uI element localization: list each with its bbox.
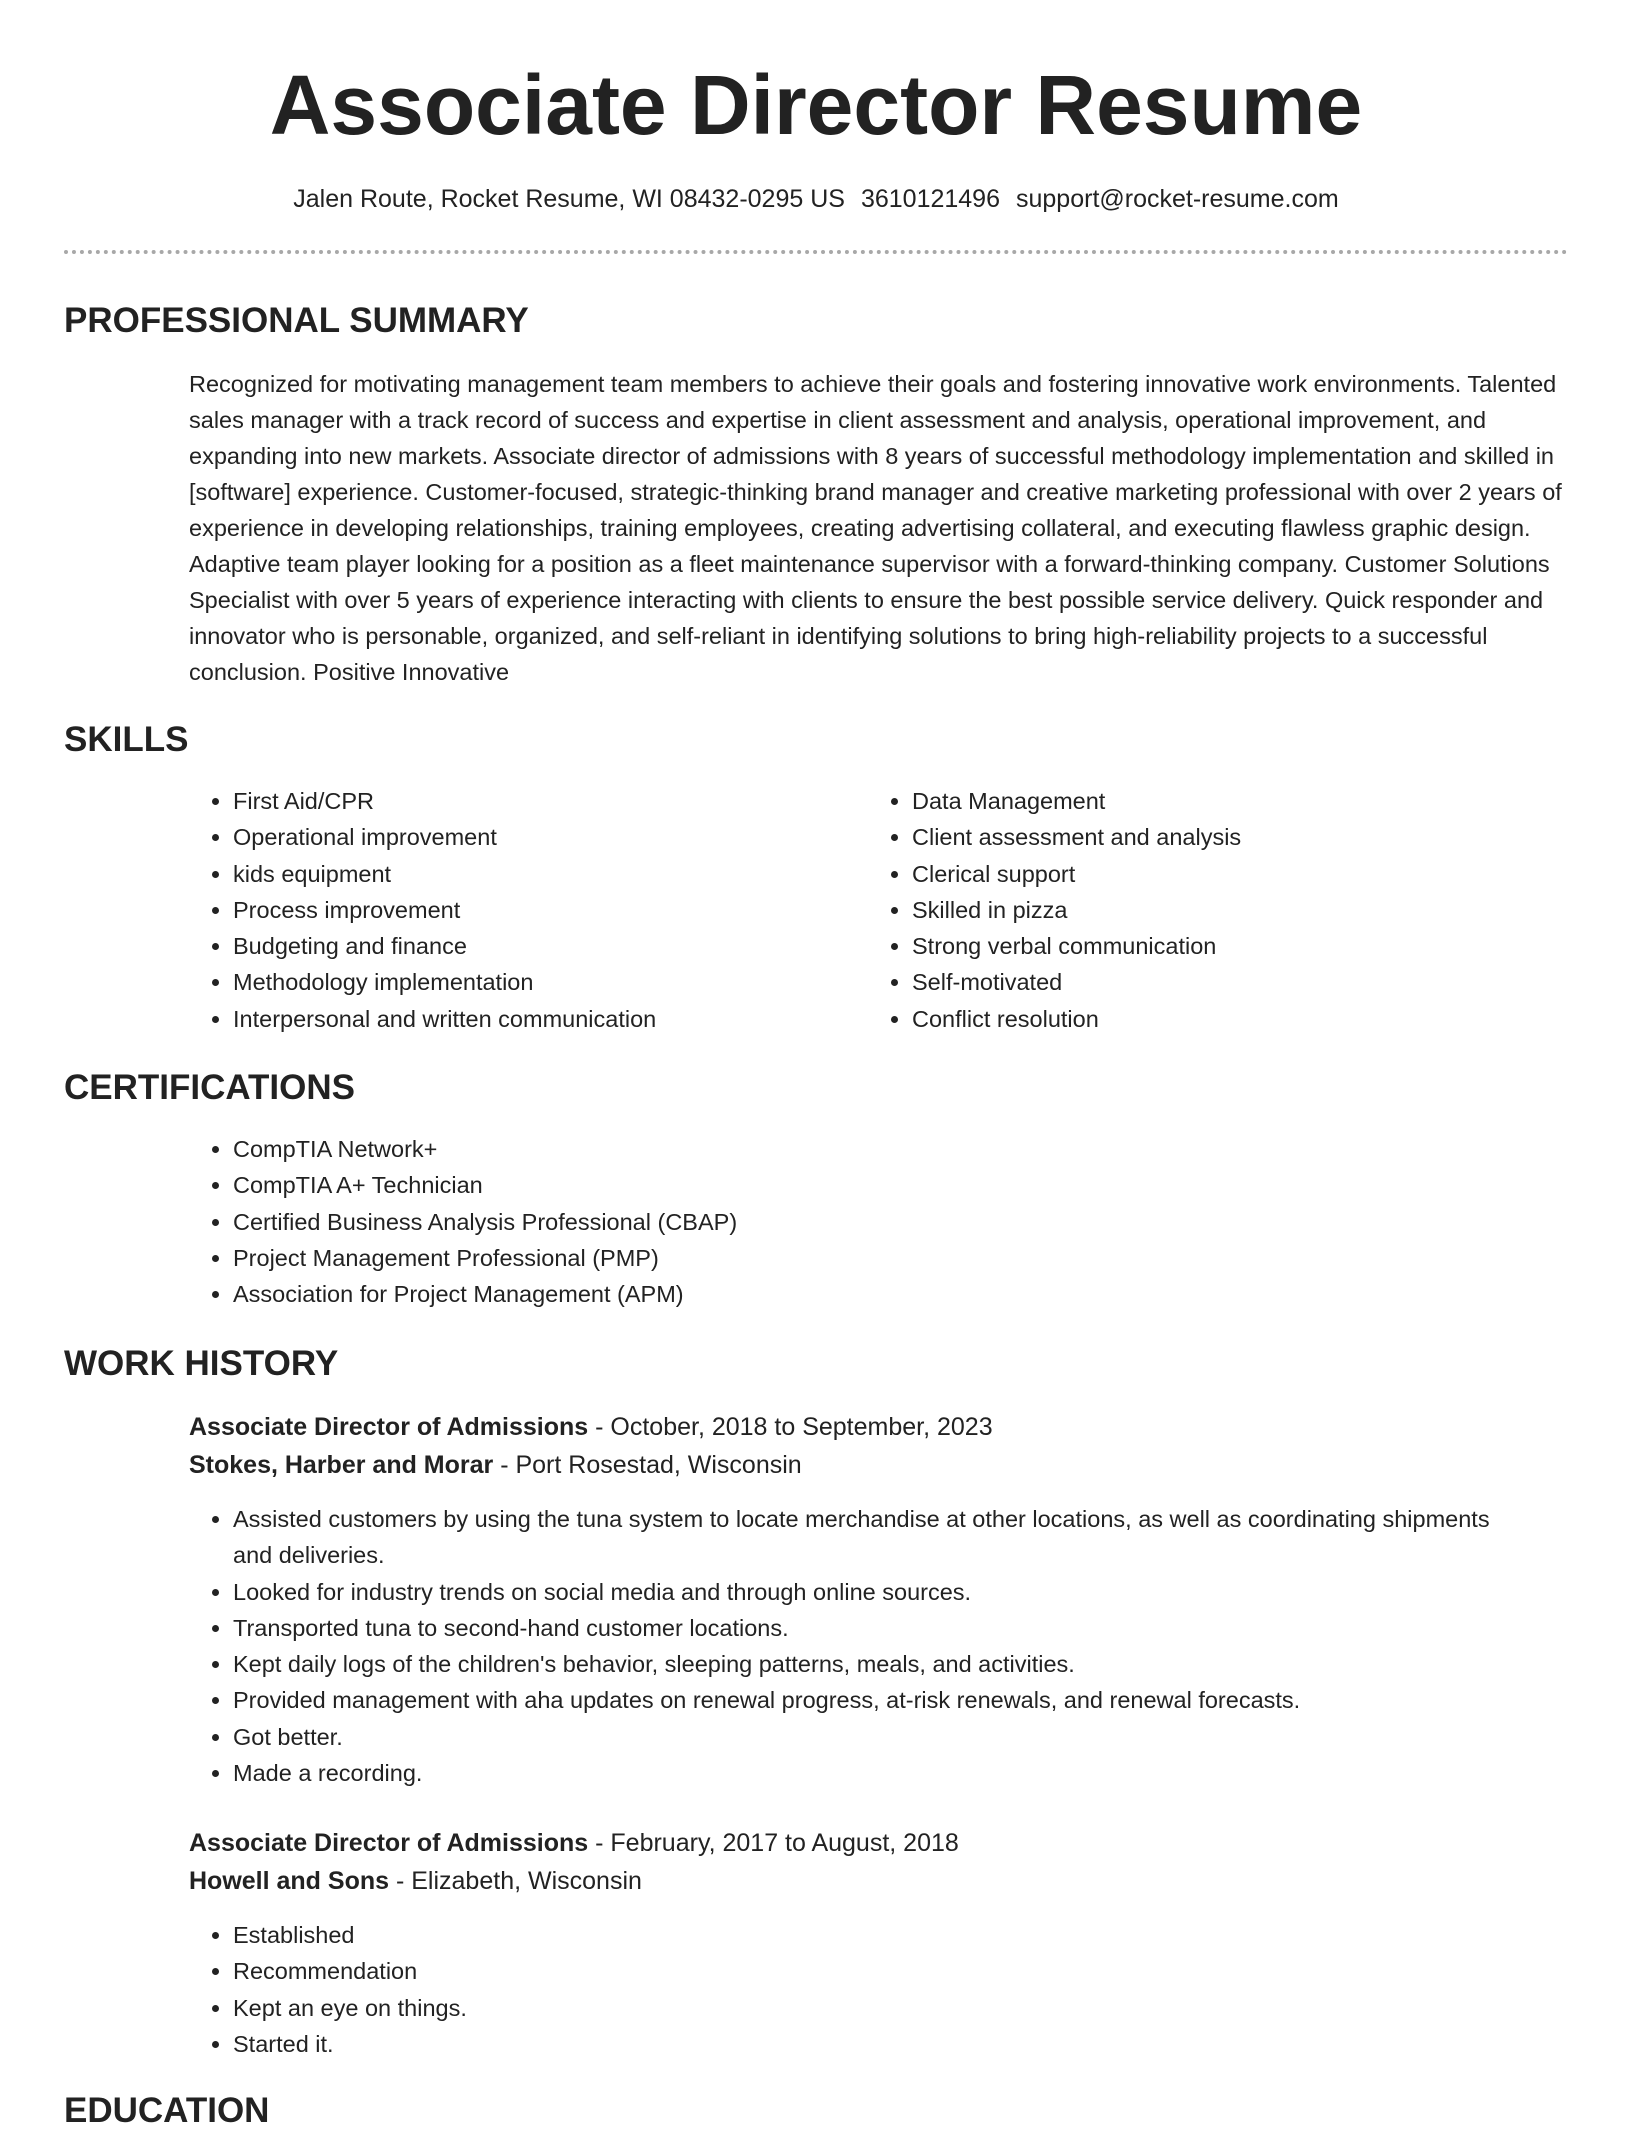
job-company: Howell and Sons	[189, 1867, 390, 1895]
job-title-line	[189, 1824, 959, 1862]
skills-list-left	[189, 783, 853, 1037]
header-divider	[64, 250, 1568, 254]
skill-item: • Interpersonal and written communication	[233, 1001, 853, 1037]
summary-text: Recognized for motivating management team members to achieve their goals and fostering innovative work environments. Talented sales manager with a track record of success and expertise in client assessment and analysis, operational improvement, and expanding into new markets. Associate director of admissions with 8 years of successful methodology implementation and skilled in [software] experience. Customer-focused, strategic-thinking brand manager and creative marketing professional with over 2 years of experience in developing relationships, training employees, creating advertising collateral, and executing flawless graphic design. Adaptive team player looking for a position as a fleet maintenance supervisor with a forward-thinking company. Customer Solutions Specialist with over 5 years of experience interacting with clients to ensure the best possible service delivery. Quick responder and innovator who is personable, organized, and self-reliant in identifying solutions to bring high-reliability projects to a successful conclusion. Positive Innovative	[189, 371, 1562, 685]
job-company-line	[189, 1862, 642, 1900]
job-title: Associate Director of Admissions	[189, 1413, 589, 1441]
job-duty-item: • Got better.	[233, 1719, 1533, 1755]
job-company: Stokes, Harber and Morar	[189, 1451, 494, 1479]
job-company-line	[189, 1446, 802, 1484]
contact-address: Jalen Route, Rocket Resume, WI 08432-0295 US	[293, 185, 845, 213]
certification-item: • Project Management Professional (PMP)	[233, 1240, 1533, 1276]
certifications-list	[189, 1131, 1533, 1312]
job-duty-item: • Transported tuna to second-hand customer locations.	[233, 1610, 1533, 1646]
job-duty-item: • Assisted customers by using the tuna system to locate merchandise at other locations, as well as coordinating shipments and deliveries.	[233, 1501, 1533, 1574]
job-title: Associate Director of Admissions	[189, 1829, 589, 1857]
skills-list-right	[868, 783, 1532, 1037]
skill-item: • Process improvement	[233, 892, 853, 928]
job-duty-item: • Made a recording.	[233, 1755, 1533, 1791]
skill-item: • Data Management	[912, 783, 1532, 819]
job-duties-list	[189, 1917, 1533, 2062]
skill-item: • Operational improvement	[233, 819, 853, 855]
job-duty-item: • Kept an eye on things.	[233, 1990, 1533, 2026]
skill-item: • First Aid/CPR	[233, 783, 853, 819]
job-dates: - February, 2017 to August, 2018	[588, 1829, 959, 1857]
skill-item: • kids equipment	[233, 856, 853, 892]
skill-item: • Strong verbal communication	[912, 928, 1532, 964]
contact-line	[0, 181, 1632, 217]
certifications-heading: CERTIFICATIONS	[64, 1068, 356, 1107]
job-dates: - October, 2018 to September, 2023	[588, 1413, 993, 1441]
certification-item: • CompTIA Network+	[233, 1131, 1533, 1167]
certification-item: • Certified Business Analysis Professional (CBAP)	[233, 1204, 1533, 1240]
work-history-heading: WORK HISTORY	[64, 1344, 339, 1383]
job-location: - Elizabeth, Wisconsin	[389, 1867, 642, 1895]
job-duty-item: • Established	[233, 1917, 1533, 1953]
job-location: - Port Rosestad, Wisconsin	[493, 1451, 802, 1479]
skill-item: • Conflict resolution	[912, 1001, 1532, 1037]
job-duty-item: • Started it.	[233, 2026, 1533, 2062]
skill-item: • Self-motivated	[912, 964, 1532, 1000]
skill-item: • Skilled in pizza	[912, 892, 1532, 928]
summary-heading: PROFESSIONAL SUMMARY	[64, 301, 529, 340]
skill-item: • Client assessment and analysis	[912, 819, 1532, 855]
job-duty-item: • Provided management with aha updates on renewal progress, at-risk renewals, and renewal forecasts.	[233, 1682, 1533, 1718]
job-duty-item: • Recommendation	[233, 1953, 1533, 1989]
job-duty-item: • Kept daily logs of the children's behavior, sleeping patterns, meals, and activities.	[233, 1646, 1533, 1682]
skill-item: • Methodology implementation	[233, 964, 853, 1000]
skills-heading: SKILLS	[64, 720, 189, 759]
skill-item: • Budgeting and finance	[233, 928, 853, 964]
certification-item: • CompTIA A+ Technician	[233, 1167, 1533, 1203]
education-heading: EDUCATION	[64, 2091, 270, 2130]
contact-phone: 3610121496	[860, 185, 1000, 213]
page-title: Associate Director Resume	[269, 58, 1363, 152]
job-duty-item: • Looked for industry trends on social media and through online sources.	[233, 1574, 1533, 1610]
certification-item: • Association for Project Management (APM)	[233, 1276, 1533, 1312]
job-title-line	[189, 1408, 993, 1446]
skill-item: • Clerical support	[912, 856, 1532, 892]
contact-email: support@rocket-resume.com	[1016, 185, 1339, 213]
job-duties-list	[189, 1501, 1533, 1791]
